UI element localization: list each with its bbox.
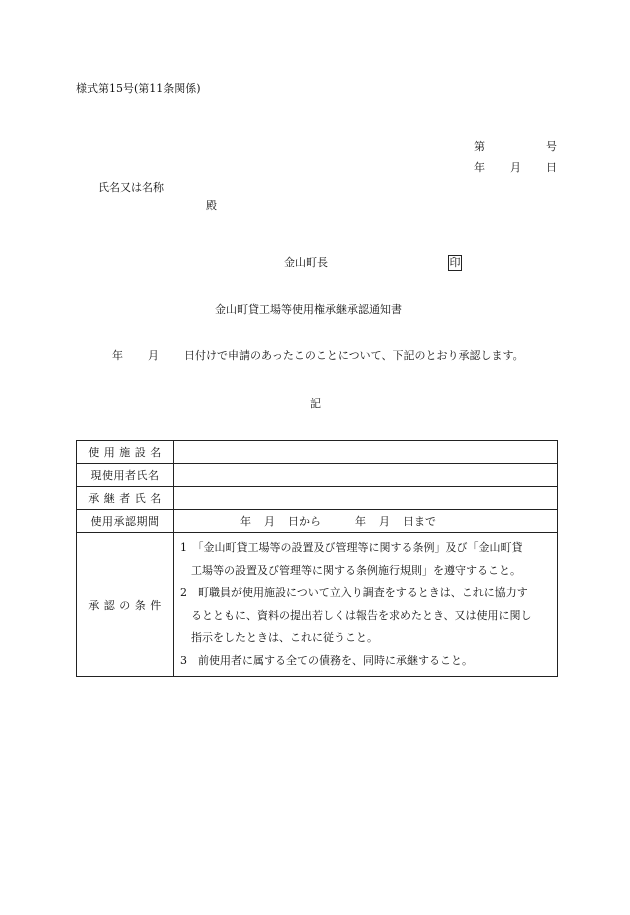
condition-line: るとともに、資料の提出若しくは報告を求めたとき、又は使用に関し xyxy=(180,608,532,622)
recipient-honorific: 殿 xyxy=(206,199,217,212)
body-text: 日付けで申請のあったこのことについて、下記のとおり承認します。 xyxy=(184,349,524,362)
issue-date-tsuki: 月 xyxy=(510,161,521,174)
condition-line: 1 「金山町貸工場等の設置及び管理等に関する条例」及び「金山町貸 xyxy=(180,541,523,554)
issue-date-hi: 日 xyxy=(546,161,557,174)
period-to-hi: 日まで xyxy=(403,515,436,528)
condition-line: 3 前使用者に属する全ての債務を、同時に承継すること。 xyxy=(180,653,473,667)
condition-line: 指示をしたときは、これに従うこと。 xyxy=(180,631,378,644)
form-number: 様式第15号(第11条関係) xyxy=(76,82,201,95)
period-to-tsuki: 月 xyxy=(379,515,390,528)
current-user-label: 現使用者氏名 xyxy=(77,464,174,487)
period-from-hi: 日から xyxy=(288,515,321,528)
conditions-value xyxy=(174,533,558,677)
period-from-tsuki: 月 xyxy=(264,515,275,528)
condition-line: 2 町職員が使用施設について立入り調査をするときは、これに協力す xyxy=(180,586,528,599)
seal-box: 印 xyxy=(449,256,461,269)
document-title: 金山町貸工場等使用権承継承認通知書 xyxy=(215,303,402,316)
condition-line: 工場等の設置及び管理等に関する条例施行規則」を遵守すること。 xyxy=(180,563,521,577)
current-user-value xyxy=(174,464,558,487)
approval-table xyxy=(76,440,558,677)
facility-name-label: 使 用 施 設 名 xyxy=(77,441,174,464)
issue-number-go: 号 xyxy=(546,140,557,153)
successor-label: 承 継 者 氏 名 xyxy=(77,487,174,510)
body-nen: 年 xyxy=(112,349,123,362)
ki-heading: 記 xyxy=(310,397,321,410)
successor-value xyxy=(174,487,558,510)
conditions-label: 承 認 の 条 件 xyxy=(77,533,174,677)
table-row xyxy=(77,533,558,677)
period-value xyxy=(174,510,558,533)
recipient-name-label: 氏名又は名称 xyxy=(98,181,164,194)
period-from-nen: 年 xyxy=(240,515,251,528)
period-to-nen: 年 xyxy=(355,515,366,528)
period-label: 使用承認期間 xyxy=(77,510,174,533)
issuer-title: 金山町長 xyxy=(284,256,328,269)
table-row xyxy=(77,441,558,464)
issue-date-nen: 年 xyxy=(474,161,485,174)
facility-name-value xyxy=(174,441,558,464)
table-row xyxy=(77,464,558,487)
issue-number-dai: 第 xyxy=(474,140,485,153)
body-tsuki: 月 xyxy=(148,349,159,362)
table-row xyxy=(77,510,558,533)
table-row xyxy=(77,487,558,510)
seal-mark xyxy=(448,255,462,271)
